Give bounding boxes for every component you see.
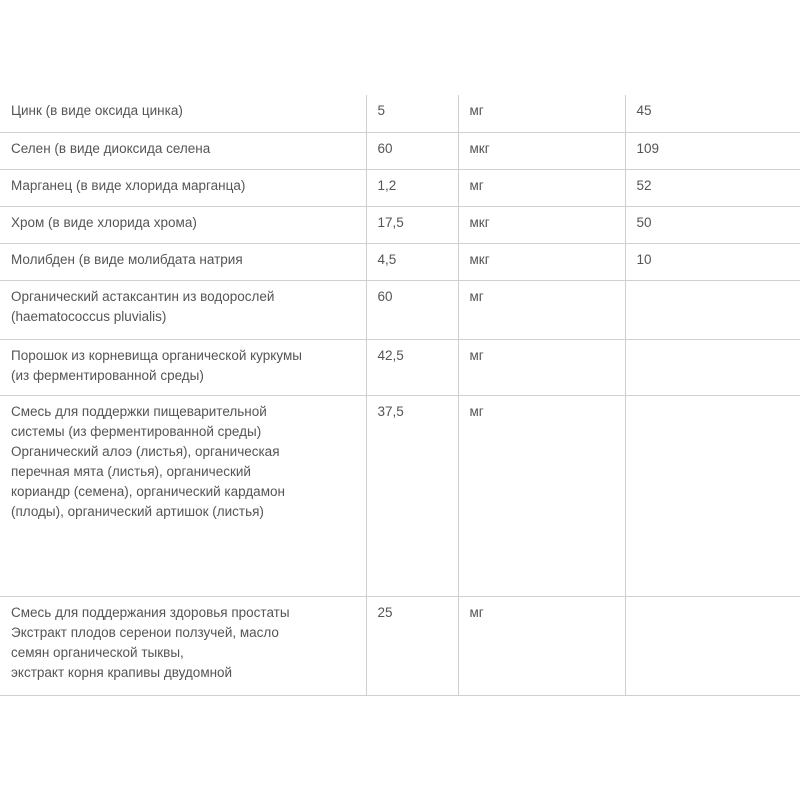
daily-value xyxy=(625,280,800,339)
ingredient-unit: мг xyxy=(458,395,625,596)
table-row xyxy=(0,395,800,596)
table-row xyxy=(0,596,800,695)
ingredient-name: Хром (в виде хлорида хрома) xyxy=(0,206,366,243)
ingredient-amount: 17,5 xyxy=(366,206,458,243)
ingredient-amount: 37,5 xyxy=(366,395,458,596)
ingredient-amount: 60 xyxy=(366,132,458,169)
ingredient-name: Селен (в виде диоксида селена xyxy=(0,132,366,169)
daily-value xyxy=(625,395,800,596)
ingredient-amount: 42,5 xyxy=(366,339,458,395)
ingredient-name: Цинк (в виде оксида цинка) xyxy=(0,95,366,132)
ingredient-unit: мг xyxy=(458,95,625,132)
ingredient-unit: мкг xyxy=(458,206,625,243)
ingredient-name: Смесь для поддержки пищеварительной системы (из ферментированной среды) Органический алоэ (листья), органическая перечная мята (листья), органический кориандр (семена), органический кардамон (плоды), органический артишок (листья) xyxy=(0,395,366,596)
ingredient-amount: 1,2 xyxy=(366,169,458,206)
ingredient-unit: мг xyxy=(458,339,625,395)
ingredient-unit: мкг xyxy=(458,132,625,169)
daily-value: 52 xyxy=(625,169,800,206)
ingredient-amount: 60 xyxy=(366,280,458,339)
ingredient-name: Марганец (в виде хлорида марганца) xyxy=(0,169,366,206)
ingredient-amount: 4,5 xyxy=(366,243,458,280)
ingredient-name: Смесь для поддержания здоровья простаты Экстракт плодов серенои ползучей, масло семян органической тыквы, экстракт корня крапивы двудомной xyxy=(0,596,366,695)
ingredient-unit: мкг xyxy=(458,243,625,280)
table-row xyxy=(0,339,800,395)
daily-value xyxy=(625,596,800,695)
daily-value: 109 xyxy=(625,132,800,169)
nutrition-facts-table xyxy=(0,95,800,696)
ingredient-unit: мг xyxy=(458,169,625,206)
table-row xyxy=(0,206,800,243)
ingredient-amount: 25 xyxy=(366,596,458,695)
daily-value: 50 xyxy=(625,206,800,243)
ingredient-name: Порошок из корневища органической куркумы (из ферментированной среды) xyxy=(0,339,366,395)
ingredient-name: Органический астаксантин из водорослей (haematococcus pluvialis) xyxy=(0,280,366,339)
daily-value xyxy=(625,339,800,395)
ingredient-unit: мг xyxy=(458,596,625,695)
table-row xyxy=(0,132,800,169)
table-row xyxy=(0,243,800,280)
ingredient-unit: мг xyxy=(458,280,625,339)
ingredient-name: Молибден (в виде молибдата натрия xyxy=(0,243,366,280)
table-row xyxy=(0,169,800,206)
ingredient-amount: 5 xyxy=(366,95,458,132)
daily-value: 45 xyxy=(625,95,800,132)
table-row xyxy=(0,280,800,339)
table-row xyxy=(0,95,800,132)
daily-value: 10 xyxy=(625,243,800,280)
